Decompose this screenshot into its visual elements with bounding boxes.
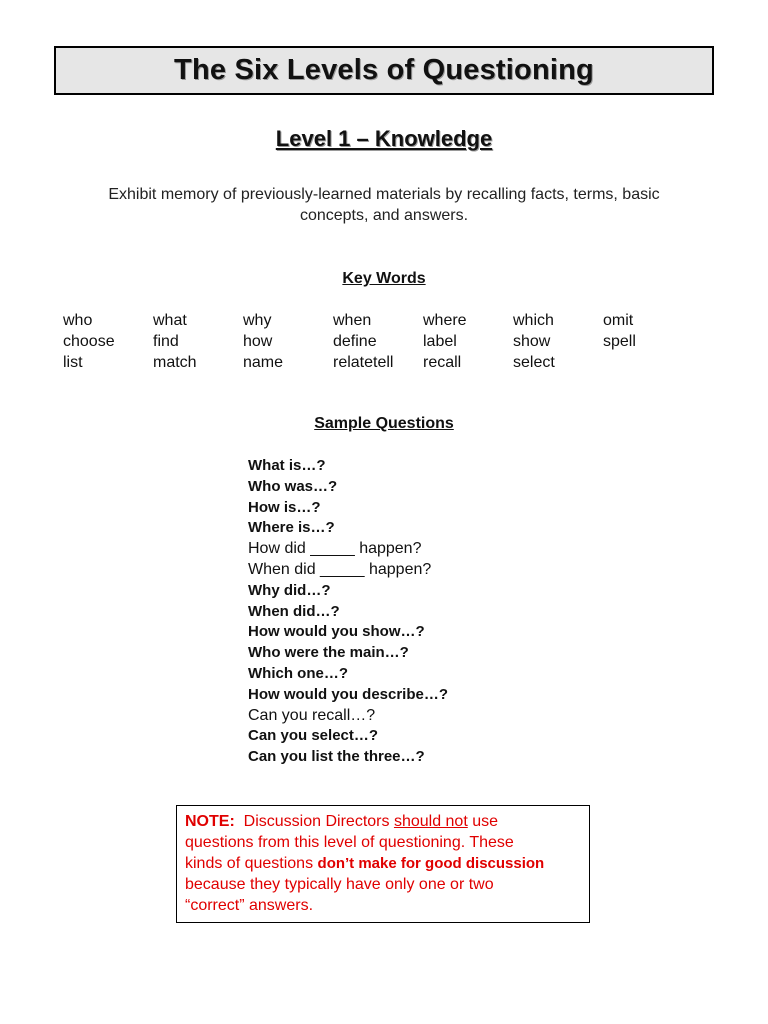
key-word: label bbox=[423, 333, 457, 350]
sample-question: Can you list the three…? bbox=[248, 748, 425, 766]
key-word: show bbox=[513, 333, 551, 350]
key-word: name bbox=[243, 354, 284, 371]
sample-question: Can you select…? bbox=[248, 727, 379, 745]
sample-question: How would you describe…? bbox=[248, 685, 449, 703]
sample-question: What is…? bbox=[248, 457, 326, 474]
sample-question: Which one…? bbox=[248, 664, 348, 682]
key-word: where bbox=[423, 312, 467, 329]
intro-line-1: Exhibit memory of previously-learned materials by recalling facts, terms, basic bbox=[108, 186, 660, 203]
note-label: NOTE: bbox=[185, 813, 235, 830]
note-line-5: “correct” answers. bbox=[185, 897, 314, 914]
sample-question: Can you recall…? bbox=[248, 706, 376, 724]
key-words-row bbox=[63, 352, 743, 373]
note-text: kinds of questions bbox=[185, 855, 314, 872]
key-words-heading: Key Words bbox=[342, 270, 426, 287]
note-line-2: questions from this level of questioning. These bbox=[185, 834, 514, 851]
key-word: why bbox=[243, 312, 272, 329]
sample-question: When did…? bbox=[248, 602, 340, 620]
sample-question: Who was…? bbox=[248, 477, 338, 495]
key-word bbox=[603, 352, 693, 373]
note-bold-phrase: don’t make for good discussion bbox=[317, 855, 545, 872]
key-word: who bbox=[63, 312, 93, 329]
key-word: recall bbox=[423, 354, 462, 371]
intro-line-2: concepts, and answers. bbox=[299, 207, 469, 224]
key-words-row bbox=[63, 331, 743, 352]
key-word: list bbox=[63, 354, 83, 371]
key-word: when bbox=[333, 312, 372, 329]
sample-question: How did _____ happen? bbox=[248, 540, 422, 558]
note-line-3 bbox=[185, 853, 581, 874]
key-words-grid bbox=[63, 310, 743, 373]
key-word: what bbox=[153, 312, 187, 329]
key-word: omit bbox=[603, 312, 634, 329]
note-emphasis: should not bbox=[393, 813, 468, 830]
sample-question: Who were the main…? bbox=[248, 644, 409, 662]
intro-paragraph bbox=[60, 184, 708, 226]
sample-questions-list bbox=[248, 456, 648, 768]
sample-question: Where is…? bbox=[248, 519, 335, 537]
title-box bbox=[54, 46, 714, 95]
key-word: define bbox=[333, 333, 377, 350]
key-word: how bbox=[243, 333, 273, 350]
level-heading: Level 1 – Knowledge bbox=[275, 126, 493, 151]
note-text: use bbox=[472, 813, 499, 830]
key-word: find bbox=[153, 333, 179, 350]
key-word: spell bbox=[603, 333, 636, 350]
note-line-4: because they typically have only one or two bbox=[185, 876, 494, 893]
note-line-1 bbox=[185, 811, 581, 832]
sample-question: How is…? bbox=[248, 498, 321, 516]
key-words-row bbox=[63, 310, 743, 331]
sample-question: How would you show…? bbox=[248, 623, 425, 641]
document-title: The Six Levels of Questioning bbox=[174, 54, 594, 86]
key-word: which bbox=[513, 312, 554, 329]
key-word: select bbox=[513, 354, 555, 371]
note-text: Discussion Directors bbox=[243, 813, 390, 830]
sample-question: Why did…? bbox=[248, 581, 331, 599]
key-word: choose bbox=[63, 333, 115, 350]
sample-question: When did _____ happen? bbox=[248, 560, 432, 578]
sample-questions-heading: Sample Questions bbox=[314, 415, 454, 432]
key-word: match bbox=[153, 354, 197, 371]
key-word: relatetell bbox=[333, 354, 394, 371]
note-box bbox=[176, 805, 590, 923]
